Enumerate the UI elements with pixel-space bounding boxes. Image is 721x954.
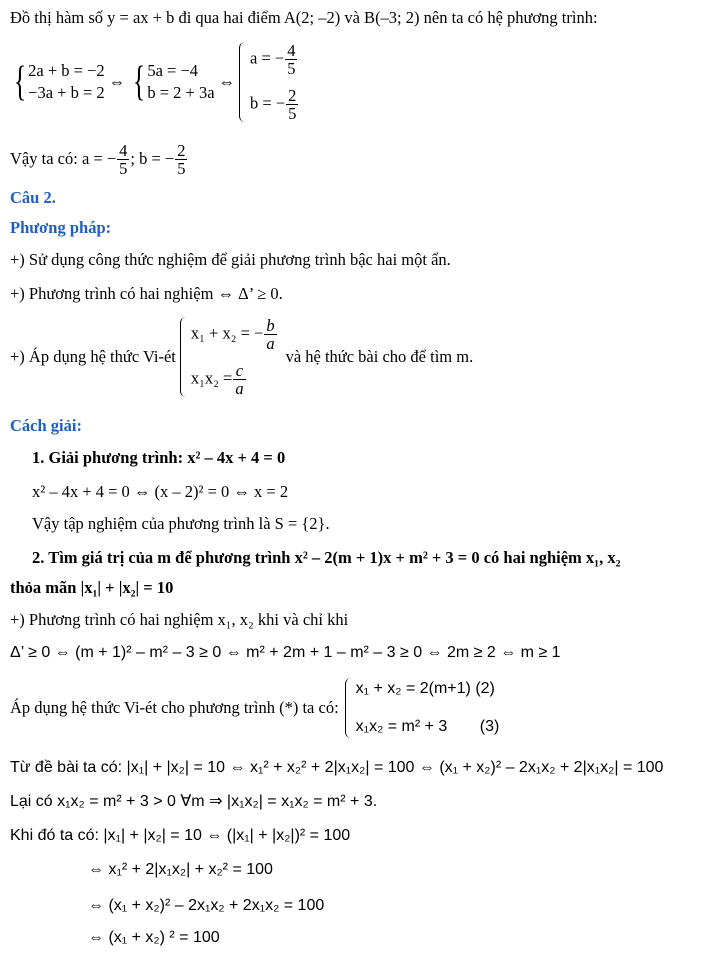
system-1-eq-2: −3a + b = 2 (28, 83, 105, 102)
system-2: { 5a = −4 b = 2 + 3a (133, 59, 215, 105)
vieta-system: x₁ + x₂ = − $\frac{b}{a}$ x₁x₂ = $\frac{c}{a}$ (180, 317, 278, 397)
intro-line: Đồ thị hàm số y = ax + b đi qua hai điểm A(2; –2) và B(–3; 2) nên ta có hệ phương trình: (10, 8, 598, 27)
part-2-line-5: Khi đó ta có: |x₁| + |x₂| = 10 ⇔ (|x₁| + |x₂|)² = 100 (10, 827, 351, 844)
part-2-line-7: ⇔ (x₁ + x₂)² – 2x₁x₂ + 2x₁x₂ = 100 (88, 897, 325, 914)
method-heading: Phương pháp: (10, 218, 112, 237)
equiv-symbol: ⇔ (218, 72, 236, 91)
part-1-line-2: Vậy tập nghiệm của phương trình là S = {2}. (32, 514, 330, 533)
system-1-eq-1: 2a + b = −2 (28, 61, 105, 80)
method-item-1: +) Sử dụng công thức nghiệm để giải phương trình bậc hai một ẩn. (10, 250, 451, 269)
solution-a: a = − $\frac{4}{5}$ (250, 41, 296, 78)
part-2-line-3: Từ đề bài ta có: |x₁| + |x₂| = 10 ⇔ x₁² + x₂² + 2|x₁x₂| = 100 ⇔ (x₁ + x₂)² – 2x₁x₂ + 2|x₁x₂| = 100 (10, 759, 664, 776)
equiv-symbol: ⇔ (108, 72, 126, 91)
part-1-title: 1. Giải phương trình: x² – 4x + 4 = 0 (32, 448, 286, 467)
part-2-line-8: ⇔ (x₁ + x₂) ² = 100 (88, 929, 220, 946)
system-2-eq-2: b = 2 + 3a (147, 83, 215, 102)
solution-b: b = − $\frac{2}{5}$ (250, 86, 297, 123)
method-item-2: +) Phương trình có hai nghiệm ⇔ Δ’ ≥ 0. (10, 284, 283, 303)
system-3 (239, 42, 299, 122)
system-1: { 2a + b = −2 −3a + b = 2 (14, 59, 105, 105)
part-2-line-2: Δ’ ≥ 0 ⇔ (m + 1)² – m² – 3 ≥ 0 ⇔ m² + 2m + 1 – m² – 3 ≥ 0 ⇔ 2m ≥ 2 ⇔ m ≥ 1 (10, 644, 561, 661)
question-2-heading: Câu 2. (10, 188, 56, 207)
part-2-line-4: Lại có x₁x₂ = m² + 3 > 0 ∀m ⇒ |x₁x₂| = x₁x₂ = m² + 3. (10, 793, 378, 810)
part-1-line-1: x² – 4x + 4 = 0 ⇔ (x – 2)² = 0 ⇔ x = 2 (32, 482, 289, 501)
part-2-vieta-system: x₁ + x₂ = 2(m+1) (2) x₁x₂ = m² + 3 (3) (345, 678, 500, 738)
part-2-title-b: thỏa mãn |x₁| + |x₂| = 10 (10, 578, 174, 597)
part-2-vieta: Áp dụng hệ thức Vi-ét cho phương trình (*) ta có: x₁ + x₂ = 2(m+1) (2) x₁x₂ = m² + 3 (3) (10, 676, 499, 740)
part-2-line-6: ⇔ x₁² + 2|x₁x₂| + x₂² = 100 (88, 861, 273, 878)
part-2-title-a: 2. Tìm giá trị của m để phương trình x² – 2(m + 1)x + m² + 3 = 0 có hai nghiệm x₁, x₂ (32, 548, 621, 567)
linear-system (10, 40, 299, 124)
conclusion-1: Vậy ta có: a = − $\frac{4}{5}$ ; b = − $\frac{2}{5}$ (10, 140, 186, 178)
part-2-line-1: +) Phương trình có hai nghiệm x₁, x₂ khi và chỉ khi (10, 610, 349, 629)
solution-heading: Cách giải: (10, 416, 82, 435)
method-item-3: +) Áp dụng hệ thức Vi-ét x₁ + x₂ = − $\frac{b}{a}$ x₁x₂ = $\frac{c}{a}$ và hệ thức bài cho để tìm m. (10, 316, 474, 398)
system-2-eq-1: 5a = −4 (147, 61, 199, 80)
